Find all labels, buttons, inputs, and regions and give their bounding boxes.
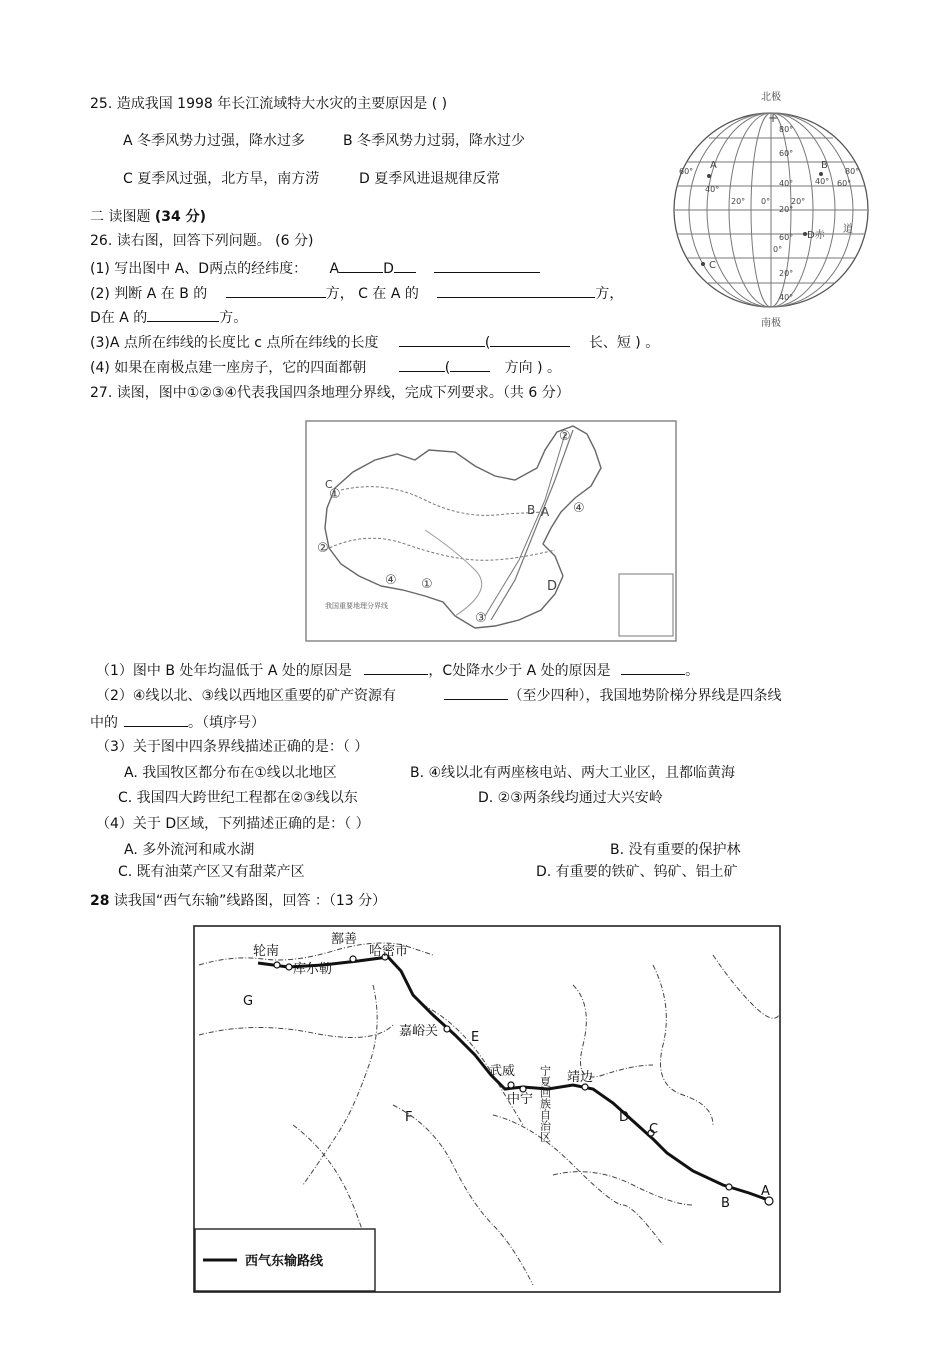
q26-part4-end: 方向 ) 。 — [504, 360, 562, 376]
label-c: C — [649, 1122, 659, 1137]
q27-part3-option-a: A. 我国牧区都分布在①线以北地区 — [124, 765, 337, 781]
globe-label-d: D赤 — [807, 230, 825, 241]
map-label-3: ③ — [475, 611, 487, 626]
q27-part1-text-a: （1）图中 B 处年均温低于 A 处的原因是 — [96, 663, 352, 679]
label-zhongning: 中宁 — [507, 1092, 534, 1107]
q26-part2-text-d: D在 A 的 — [90, 310, 148, 326]
globe-lon-label: 80° — [845, 167, 860, 176]
globe-lon-label: 60° — [679, 167, 694, 176]
map-label-1: ① — [329, 487, 341, 502]
globe-lon-label: 0° — [761, 197, 771, 206]
q27-part4-option-c: C. 既有油菜产区又有甜菜产区 — [118, 864, 305, 880]
section-heading — [90, 208, 206, 226]
globe-lat-label: 0° — [773, 245, 783, 254]
q27-part3: （3）关于图中四条界线描述正确的是：（ ） — [96, 739, 369, 755]
map-label-d: D — [547, 579, 558, 594]
q27-part2-text-c: 中的 — [90, 715, 118, 731]
globe-lon-label: 40° — [815, 177, 830, 186]
city-lunnan-dot — [274, 962, 280, 968]
label-ningxia: 宁夏回族自治区 — [538, 1065, 552, 1142]
q27-blank-rain[interactable] — [621, 660, 685, 675]
section-title: 二 读图题 — [90, 209, 155, 225]
q26-part2-cont — [90, 307, 247, 327]
q26-blank-ca[interactable] — [437, 283, 595, 298]
q27-part2-text-a: （2）④线以北、③线以西地区重要的矿产资源有 — [96, 688, 397, 704]
globe-grid — [675, 113, 867, 307]
q26-part3 — [90, 332, 659, 352]
q27-part2-text-b: （至少四种），我国地势阶梯分界线是四条线 — [508, 688, 782, 704]
q27-blank-step[interactable] — [124, 712, 188, 727]
q26-part2-text-a: (2) 判断 A 在 B 的 — [90, 286, 208, 302]
q26-part1-label-a: A — [329, 261, 340, 277]
label-g: G — [243, 994, 254, 1009]
q28-text: 读我国“西气东输”线路图，回答 ：（13 分） — [109, 893, 387, 909]
q27-blank-temp[interactable] — [364, 660, 428, 675]
globe-point-a — [707, 174, 711, 178]
q25-option-c: C 夏季风过强，北方旱，南方涝 — [123, 171, 320, 187]
q27-part2-cont — [90, 712, 265, 732]
city-wuwei-dot — [508, 1082, 514, 1088]
globe-lat-label: 20° — [779, 269, 794, 278]
q27-part4-option-d: D. 有重要的铁矿、钨矿、铝土矿 — [536, 864, 738, 880]
west-east-gas-map — [193, 925, 781, 1293]
q25-option-a: A 冬季风势力过强，降水过多 — [123, 133, 306, 149]
globe-point-c — [701, 262, 705, 266]
globe-lat-label: 40° — [779, 293, 794, 302]
city-kuerle-dot — [286, 964, 292, 970]
globe-north-label: 北极 — [761, 92, 781, 103]
globe-figure — [665, 88, 877, 328]
q26-blank-dir1[interactable] — [399, 357, 445, 372]
q27-blank-mineral[interactable] — [444, 685, 508, 700]
globe-lon-label: 20° — [791, 197, 806, 206]
globe-label-b: B — [821, 160, 828, 171]
q26-part3-end: 长、短 ) 。 — [588, 335, 660, 351]
map-label-2: ② — [317, 541, 329, 556]
label-hami: 哈密市 — [369, 944, 409, 959]
globe-south-label: 南极 — [761, 318, 781, 328]
label-kuerle: 库尔勒 — [293, 962, 333, 977]
label-e: E — [471, 1030, 480, 1045]
label-f: F — [405, 1110, 413, 1125]
q26-part1 — [90, 258, 540, 278]
q25-stem: 25. 造成我国 1998 年长江流域特大水灾的主要原因是 ( ) — [90, 96, 448, 112]
label-b: B — [721, 1196, 730, 1211]
q27-part4-option-b: B. 没有重要的保护林 — [610, 842, 741, 858]
q27-part4: （4）关于 D区域，下列描述正确的是：（ ） — [96, 816, 370, 832]
legend-text: 西气东输路线 — [245, 1254, 324, 1269]
q26-blank-a[interactable] — [339, 258, 383, 273]
section-score: (34 分) — [154, 209, 207, 225]
globe-lon-label: 20° — [731, 197, 746, 206]
q26-blank-d2[interactable] — [434, 258, 540, 273]
map-label-4: ④ — [385, 573, 397, 588]
globe-label-a: A — [710, 160, 717, 171]
q26-part1-label-d: D — [383, 261, 394, 277]
map-label-a: A — [541, 505, 550, 519]
map-label-c: C — [325, 478, 333, 491]
q27-part4-option-a: A. 多外流河和咸水湖 — [124, 842, 255, 858]
q27-part1-text-b: ，C处降水少于 A 处的原因是 — [428, 663, 611, 679]
q28-stem — [90, 892, 386, 910]
q26-blank-len1[interactable] — [399, 332, 485, 347]
map-label-4-east: ④ — [573, 501, 585, 516]
q26-part4-text: (4) 如果在南极点建一座房子，它的四面都朝 — [90, 360, 367, 376]
q26-part2-text-b: 方， C 在 A 的 — [325, 286, 419, 302]
q26-part2 — [90, 283, 623, 303]
q26-part4-paren: ( — [444, 360, 451, 376]
label-wuwei: 武威 — [489, 1064, 516, 1079]
q27-part3-option-d: D. ②③两条线均通过大兴安岭 — [478, 790, 663, 806]
globe-lat-label: 80° — [779, 125, 794, 134]
q26-blank-da[interactable] — [147, 307, 219, 322]
label-shanshan: 鄯善 — [331, 932, 358, 947]
city-shanshan-dot — [350, 956, 356, 962]
globe-lat-label: 40° — [779, 179, 794, 188]
map-label-b: B — [527, 503, 536, 517]
q26-blank-ab[interactable] — [226, 283, 326, 298]
q27-part2 — [96, 685, 781, 705]
q26-part3-paren: ( — [484, 335, 491, 351]
q26-part3-text: (3)A 点所在纬线的长度比 c 点所在纬线的长度 — [90, 335, 379, 351]
globe-lat-label: 60° — [779, 149, 794, 158]
label-jingbian: 靖边 — [567, 1070, 594, 1085]
q26-part2-text-e: 方。 — [219, 310, 248, 326]
globe-pole-plus: + — [768, 111, 779, 125]
q26-blank-d1[interactable] — [394, 258, 416, 273]
label-a: A — [761, 1184, 770, 1199]
globe-lat-label: 20° — [779, 205, 794, 214]
label-lunnan: 轮南 — [253, 944, 280, 959]
q26-stem: 26. 读右图，回答下列问题。 (6 分) — [90, 233, 314, 249]
city-jiayuguan-dot — [444, 1026, 450, 1032]
q26-blank-dir2[interactable] — [450, 357, 490, 372]
q27-part1 — [96, 660, 699, 680]
q28-number: 28 — [90, 893, 110, 909]
q26-blank-len2[interactable] — [490, 332, 570, 347]
q27-part3-option-c: C. 我国四大跨世纪工程都在②③线以东 — [118, 790, 358, 806]
globe-point-b — [819, 172, 823, 176]
q26-part1-text: (1) 写出图中 A、D两点的经纬度： — [90, 261, 308, 277]
globe-lat-label: 60° — [779, 233, 794, 242]
q27-part1-text-c: 。 — [685, 663, 700, 679]
map-label-1-south: ① — [421, 577, 433, 592]
globe-label-equator: 道 — [843, 224, 853, 235]
q26-part4 — [90, 357, 561, 377]
q26-part2-text-c: 方， — [595, 286, 624, 302]
map-label-2-top: ② — [559, 429, 571, 444]
q27-stem: 27. 读图，图中①②③④代表我国四条地理分界线，完成下列要求。（共 6 分） — [90, 385, 570, 401]
label-jiayuguan: 嘉峪关 — [399, 1024, 439, 1039]
q25-option-d: D 夏季风进退规律反常 — [359, 171, 501, 187]
point-b-dot — [726, 1184, 732, 1190]
q27-part3-option-b: B. ④线以北有两座核电站、两大工业区，且都临黄海 — [410, 765, 736, 781]
q25-option-b: B 冬季风势力过弱，降水过少 — [343, 133, 526, 149]
globe-lon-label: 60° — [837, 179, 852, 188]
q27-part2-text-d: 。（填序号） — [188, 715, 265, 731]
globe-lon-label: 40° — [705, 185, 720, 194]
map-caption: 我国重要地理分界线 — [325, 602, 388, 610]
globe-label-c: C — [709, 260, 716, 271]
label-d: D — [619, 1110, 630, 1125]
china-boundaries-map — [305, 420, 677, 642]
